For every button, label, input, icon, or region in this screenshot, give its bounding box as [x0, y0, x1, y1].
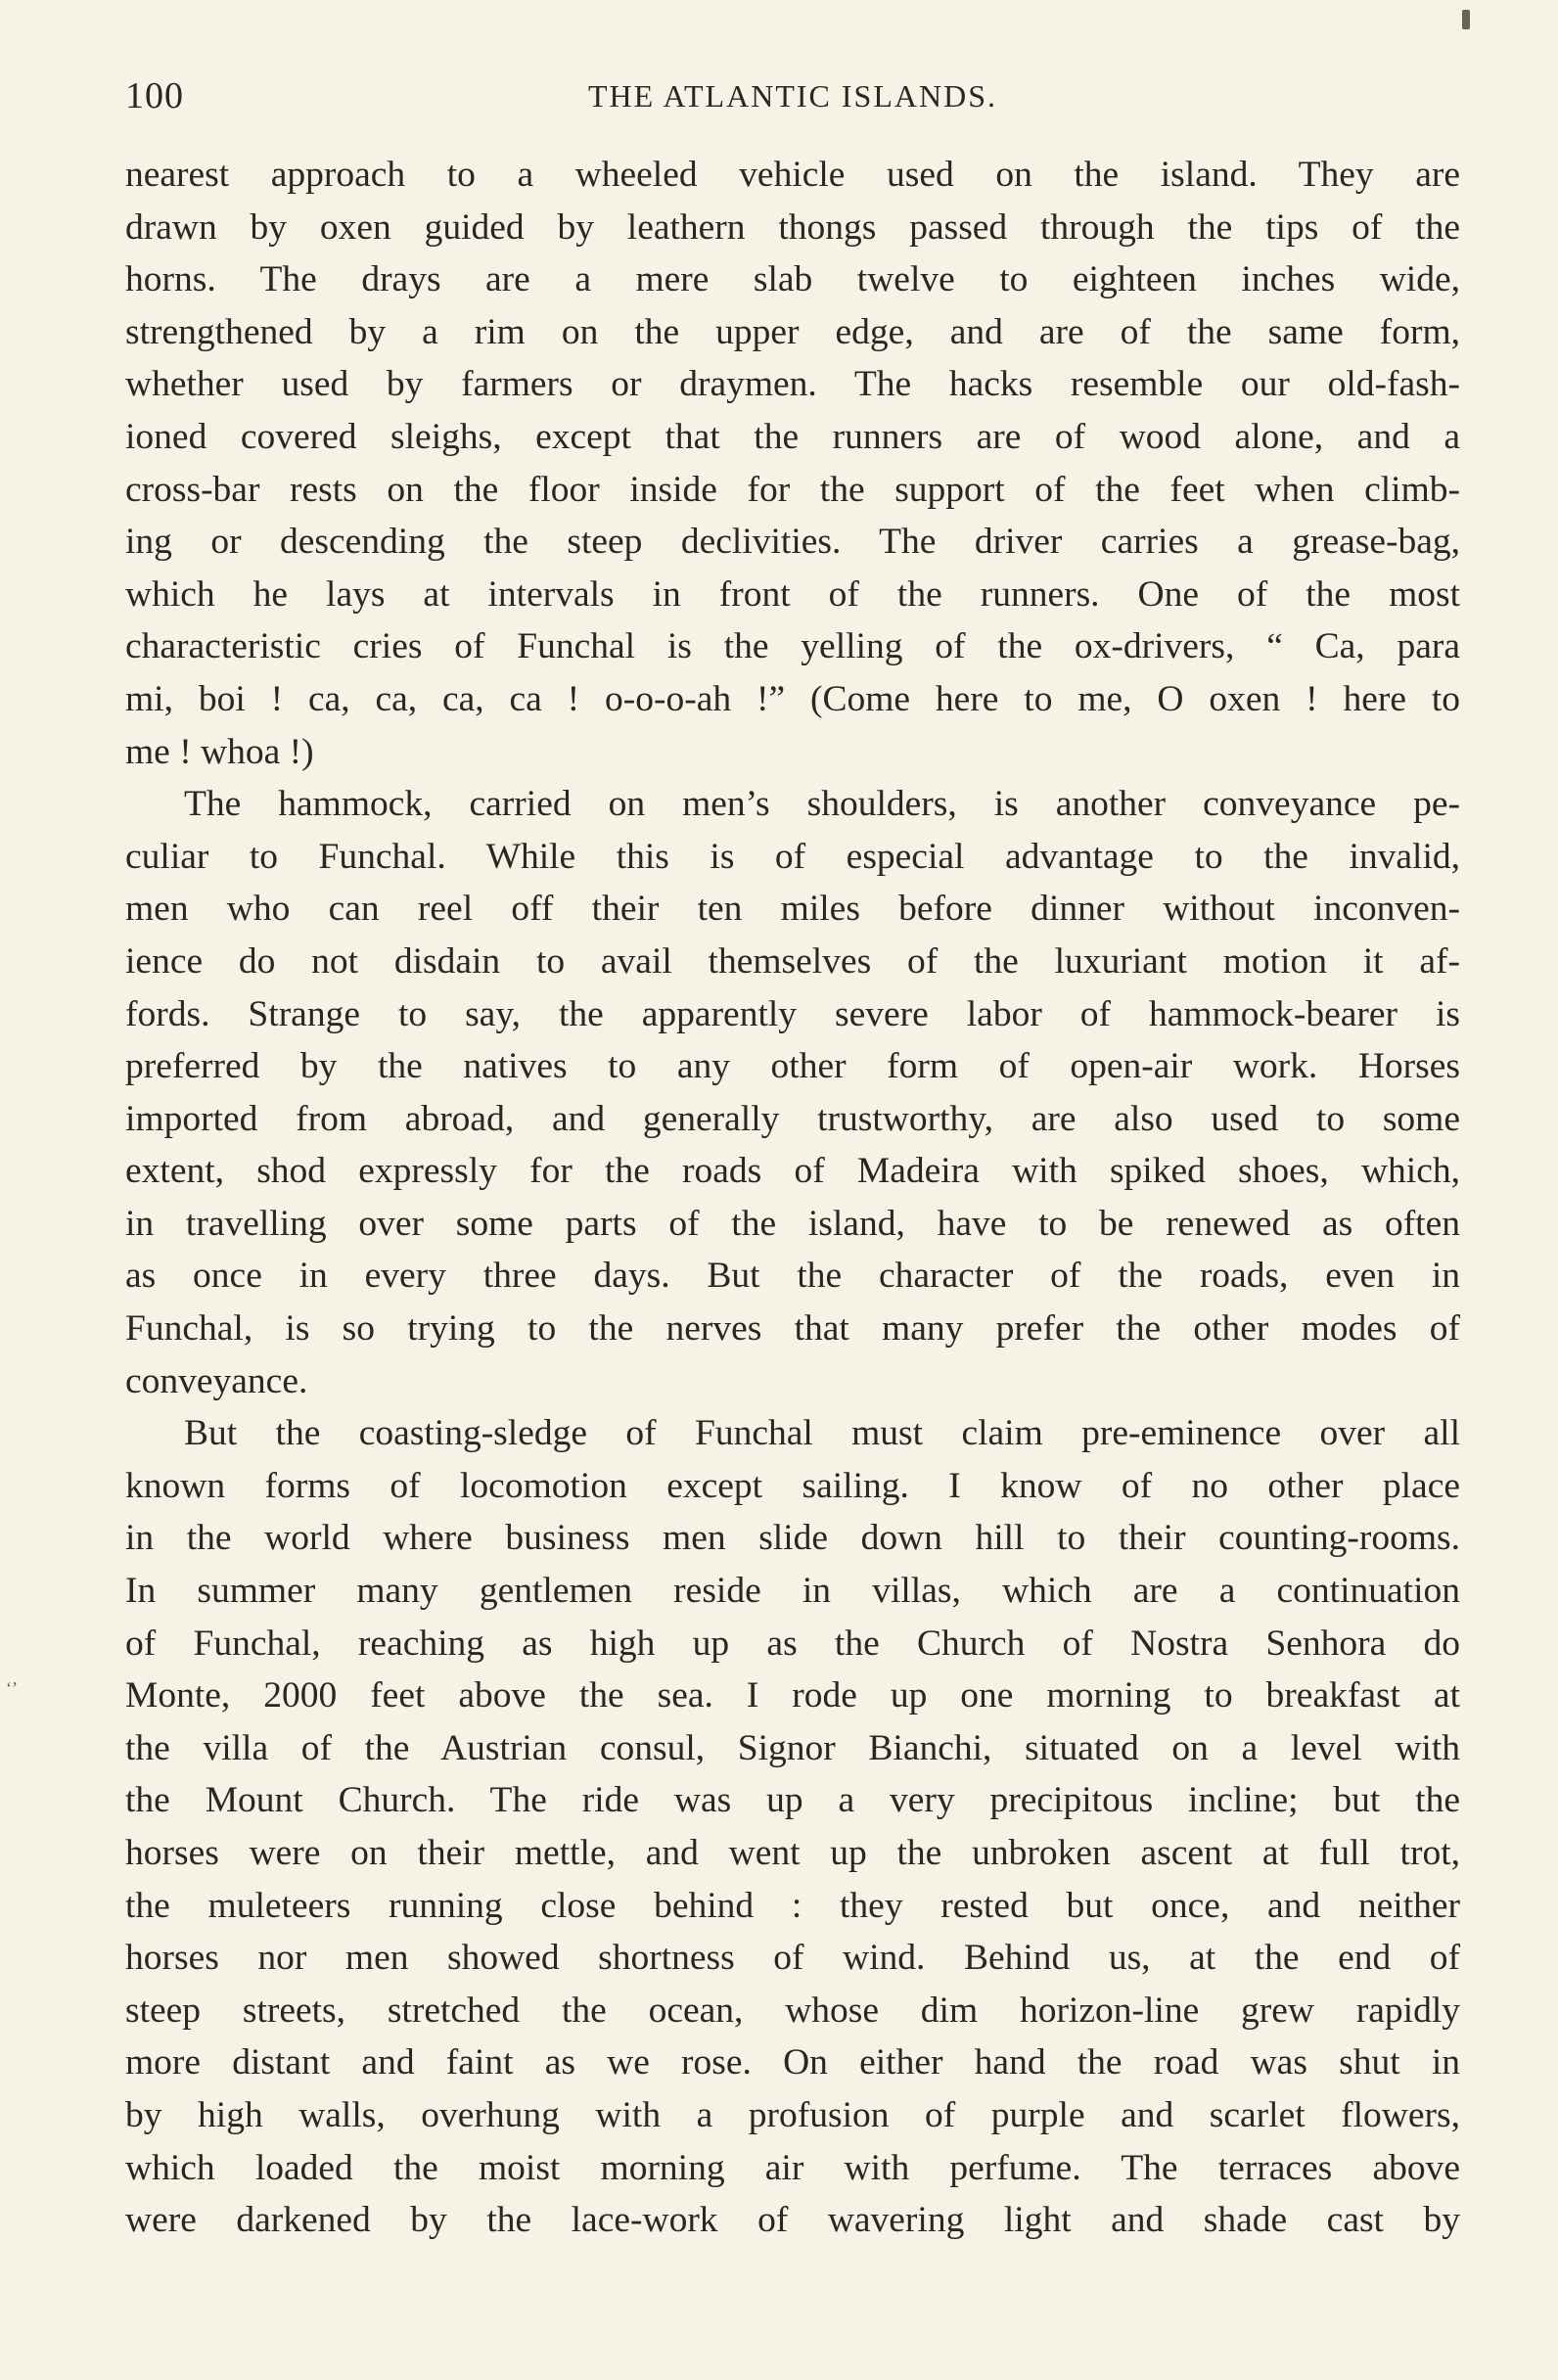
text-line: in the world where business men slide down hill to their counting-rooms.	[125, 1518, 1460, 1559]
running-head: THE ATLANTIC ISLANDS.	[588, 78, 997, 114]
text-line: horns. The drays are a mere slab twelve to eighteen inches wide,	[125, 259, 1460, 300]
text-line: as once in every three days. But the character of the roads, even in	[125, 1256, 1460, 1297]
text-line: Funchal, is so trying to the nerves that many prefer the other modes of	[125, 1308, 1460, 1350]
paragraph	[125, 1407, 1460, 2247]
text-line: Monte, 2000 feet above the sea. I rode up one morning to breakfast at	[125, 1675, 1460, 1716]
text-line: The hammock, carried on men’s shoulders, is another conveyance pe-	[184, 784, 1460, 825]
page-header	[125, 74, 1460, 133]
text-line: horses were on their mettle, and went up the unbroken ascent at full trot,	[125, 1833, 1460, 1873]
text-line: preferred by the natives to any other form of open-air work. Horses	[125, 1046, 1460, 1087]
text-line: ience do not disdain to avail themselves of the luxuriant motion it af-	[125, 940, 1460, 982]
text-line: mi, boi ! ca, ca, ca, ca ! o-o-o-ah !” (Come here to me, O oxen ! here to	[125, 678, 1460, 719]
paragraph	[125, 778, 1460, 1407]
body-text	[125, 149, 1460, 2247]
text-line: which loaded the moist morning air with perfume. The terraces above	[125, 2147, 1460, 2188]
text-line: which he lays at intervals in front of the runners. One of the most	[125, 573, 1460, 615]
text-line: steep streets, stretched the ocean, whose dim horizon-line grew rapidly	[125, 1990, 1460, 2031]
text-line: ing or descending the steep declivities. The driver carries a grease-bag,	[125, 522, 1460, 563]
text-line: in travelling over some parts of the island, have to be renewed as often	[125, 1203, 1460, 1244]
text-line: known forms of locomotion except sailing. I know of no other place	[125, 1465, 1460, 1506]
text-line: of Funchal, reaching as high up as the Church of Nostra Senhora do	[125, 1623, 1460, 1664]
text-line: men who can reel off their ten miles before dinner without inconven-	[125, 889, 1460, 930]
text-line: me ! whoa !)	[125, 731, 314, 772]
text-line: culiar to Funchal. While this is of especial advantage to the invalid,	[125, 836, 1460, 877]
text-line: were darkened by the lace-work of wavering light and shade cast by	[125, 2200, 1460, 2241]
text-line: the villa of the Austrian consul, Signor Bianchi, situated on a level with	[125, 1727, 1460, 1768]
text-line: imported from abroad, and generally trustworthy, are also used to some	[125, 1098, 1460, 1139]
page-number: 100	[125, 75, 184, 116]
text-line: fords. Strange to say, the apparently severe labor of hammock-bearer is	[125, 993, 1460, 1034]
text-line: nearest approach to a wheeled vehicle used on the island. They are	[125, 155, 1460, 195]
text-line: by high walls, overhung with a profusion of purple and scarlet flowers,	[125, 2094, 1460, 2135]
text-line: conveyance.	[125, 1360, 308, 1401]
text-line: more distant and faint as we rose. On either hand the road was shut in	[125, 2042, 1460, 2083]
text-line: cross-bar rests on the floor inside for the support of the feet when climb-	[125, 469, 1460, 510]
text-line: strengthened by a rim on the upper edge, and are of the same form,	[125, 311, 1460, 352]
text-line: But the coasting-sledge of Funchal must claim pre-eminence over all	[184, 1413, 1460, 1454]
text-line: ioned covered sleighs, except that the runners are of wood alone, and a	[125, 416, 1460, 457]
text-line: horses nor men showed shortness of wind. Behind us, at the end of	[125, 1938, 1460, 1979]
margin-mark: ‘’	[6, 1678, 18, 1698]
text-line: the Mount Church. The ride was up a very precipitous incline; but the	[125, 1780, 1460, 1821]
text-line: drawn by oxen guided by leathern thongs passed through the tips of the	[125, 206, 1460, 248]
paragraph	[125, 149, 1460, 778]
text-line: whether used by farmers or draymen. The hacks resemble our old-fash-	[125, 364, 1460, 405]
text-line: extent, shod expressly for the roads of Madeira with spiked shoes, which,	[125, 1151, 1460, 1192]
page-corner-mark	[1462, 10, 1470, 29]
text-line: In summer many gentlemen reside in villas, which are a continuation	[125, 1571, 1460, 1612]
text-line: characteristic cries of Funchal is the yelling of the ox-drivers, “ Ca, para	[125, 626, 1460, 667]
text-line: the muleteers running close behind : they rested but once, and neither	[125, 1885, 1460, 1926]
